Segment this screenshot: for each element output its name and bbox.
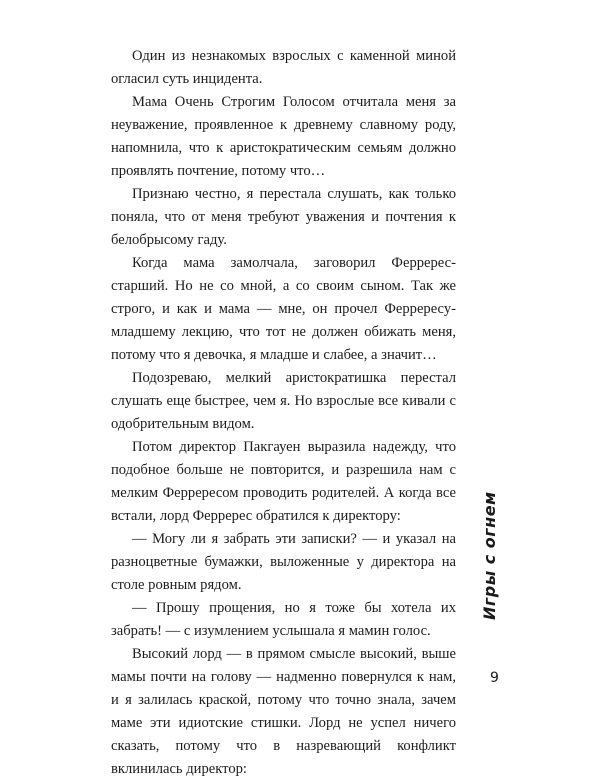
paragraph: Потом директор Пакгауен выразила надежду, что подобное больше не повторится, и разрешила нам с мелким Феррересом проводить родителей. А когда все встали, лорд Ферререс обратился к директору:: [111, 439, 456, 524]
paragraph: Когда мама замолчала, заговорил Ферререс-старший. Но не со мной, а со своим сыном. Так же строго, и как и мама — мне, он прочел Феррересу-младшему лекцию, что тот не должен обижать меня, потому что я девочка, я младше и слабее, а значит…: [111, 255, 456, 363]
paragraph: Признаю честно, я перестала слушать, как только поняла, что от меня требуют уважения и почтения к белобрысому гаду.: [111, 186, 456, 248]
paragraph: Один из незнакомых взрослых с каменной миной огласил суть инцидента.: [111, 48, 456, 87]
paragraph: Мама Очень Строгим Голосом отчитала меня за неуважение, проявленное к древнему славному роду, напомнила, что к аристократическим семьям должно проявлять почтение, потому что…: [111, 94, 456, 179]
paragraph: Высокий лорд — в прямом смысле высокий, выше мамы почти на голову — надменно повернулся к нам, и я залилась краской, потому что точно знала, зачем маме эти идиотские стишки. Лорд не успел ничего сказать, потому что в назревающий конфликт вклинилась директор:: [111, 646, 456, 777]
paragraph: Подозреваю, мелкий аристократишка перестал слушать еще быстрее, чем я. Но взрослые все кивали с одобрительным видом.: [111, 370, 456, 432]
page-number: 9: [490, 670, 499, 686]
paragraph: — Могу ли я забрать эти записки? — и указал на разноцветные бумажки, выложенные у директора на столе ровным рядом.: [111, 531, 456, 593]
running-title: Игры с огнем: [480, 491, 499, 620]
paragraph: — Прошу прощения, но я тоже бы хотела их забрать! — с изумлением услышала я мамин голос.: [111, 600, 456, 639]
main-text: [111, 45, 456, 781]
